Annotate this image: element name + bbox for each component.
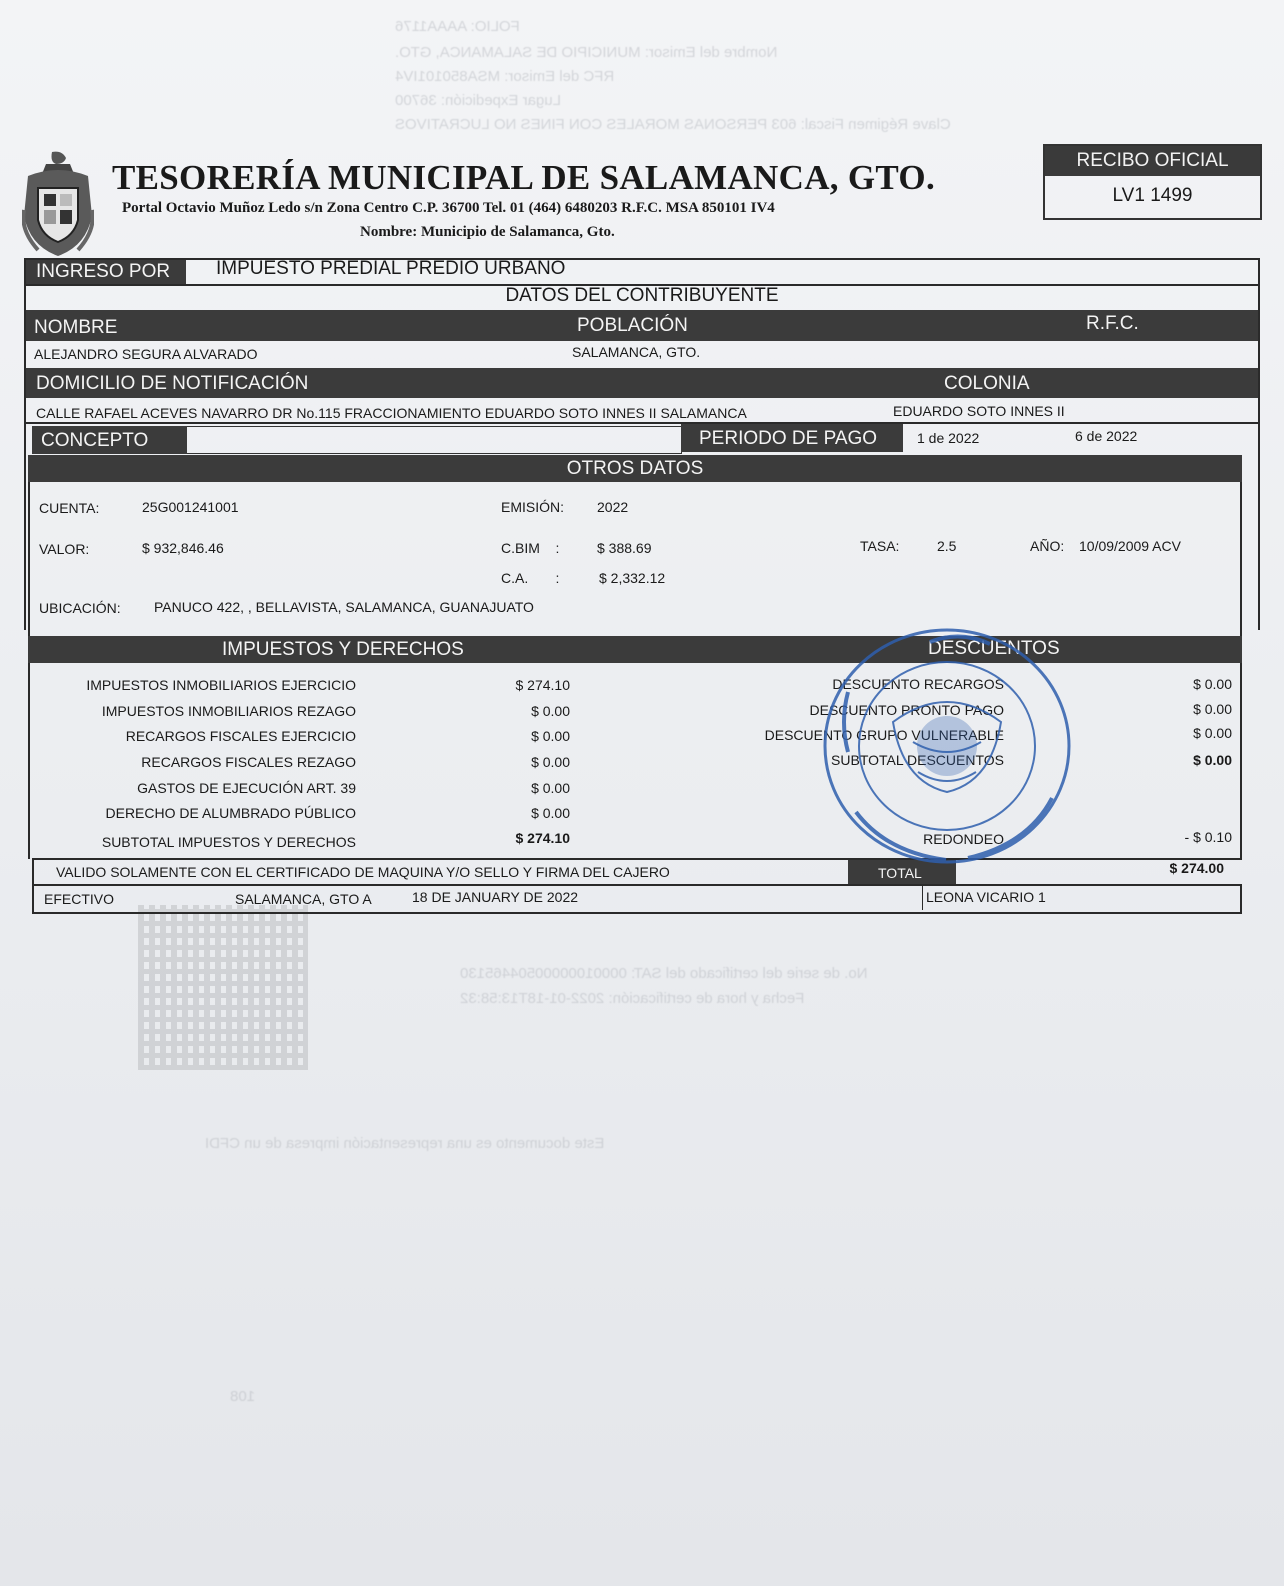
impuesto-label-5: DERECHO DE ALUMBRADO PÚBLICO xyxy=(105,805,356,821)
caja: LEONA VICARIO 1 xyxy=(926,889,1046,905)
impuesto-amount-5: $ 0.00 xyxy=(531,805,570,821)
impuesto-subtotal-amount: $ 274.10 xyxy=(515,830,570,846)
recibo-label: RECIBO OFICIAL xyxy=(1045,146,1260,176)
ca-label: C.A. : xyxy=(501,570,560,586)
recibo-number: LV1 1499 xyxy=(1112,185,1193,206)
colonia-value: EDUARDO SOTO INNES II xyxy=(893,403,1065,419)
impuestos-heading: IMPUESTOS Y DERECHOS xyxy=(222,639,464,660)
recibo-oficial-box xyxy=(1043,144,1262,220)
cbim-label: C.BIM : xyxy=(501,540,560,556)
issuer-name: Nombre: Municipio de Salamanca, Gto. xyxy=(360,224,615,240)
redondeo-label: REDONDEO xyxy=(923,831,1004,847)
rfc-label: R.F.C. xyxy=(1086,313,1139,334)
contribuyente-heading: DATOS DEL CONTRIBUYENTE xyxy=(505,285,779,306)
page-title: TESORERÍA MUNICIPAL DE SALAMANCA, GTO. xyxy=(112,158,935,197)
impuesto-label-4: GASTOS DE EJECUCIÓN ART. 39 xyxy=(137,780,356,796)
descuentos-heading: DESCUENTOS xyxy=(928,638,1060,659)
impuesto-amount-0: $ 274.10 xyxy=(515,677,570,693)
domicilio-value: CALLE RAFAEL ACEVES NAVARRO DR No.115 FRACCIONAMIENTO EDUARDO SOTO INNES II SALAMANCA xyxy=(36,405,747,421)
descuento-amount-1: $ 0.00 xyxy=(1193,701,1232,717)
impuesto-label-3: RECARGOS FISCALES REZAGO xyxy=(141,754,356,770)
contribuyente-poblacion: SALAMANCA, GTO. xyxy=(572,344,701,360)
impuesto-amount-2: $ 0.00 xyxy=(531,728,570,744)
ubicacion-label: UBICACIÓN: xyxy=(39,600,121,616)
emision-label: EMISIÓN: xyxy=(501,499,565,515)
impuesto-amount-4: $ 0.00 xyxy=(531,780,570,796)
anio-label: AÑO: xyxy=(1030,538,1065,554)
cbim-value: $ 388.69 xyxy=(597,540,652,556)
periodo-label: PERIODO DE PAGO xyxy=(699,428,878,449)
concepto-label: CONCEPTO xyxy=(41,430,149,451)
total-amount: $ 274.00 xyxy=(1169,860,1224,876)
colonia-label: COLONIA xyxy=(944,373,1030,394)
tasa-value: 2.5 xyxy=(937,538,957,554)
emision-value: 2022 xyxy=(597,499,629,515)
descuento-label-0: DESCUENTO RECARGOS xyxy=(832,676,1004,692)
tasa-label: TASA: xyxy=(860,538,900,554)
ubicacion-value: PANUCO 422, , BELLAVISTA, SALAMANCA, GUANAJUATO xyxy=(154,599,534,615)
ingreso-label: INGRESO POR xyxy=(36,261,171,282)
issuer-address: Portal Octavio Muñoz Ledo s/n Zona Centro C.P. 36700 Tel. 01 (464) 6480203 R.F.C. MSA 850101 IV4 xyxy=(122,200,775,216)
valor-label: VALOR: xyxy=(39,541,90,557)
redondeo-amount: - $ 0.10 xyxy=(1184,829,1232,845)
periodo-hasta: 6 de 2022 xyxy=(1075,428,1138,444)
otros-heading: OTROS DATOS xyxy=(28,455,1242,482)
descuento-amount-0: $ 0.00 xyxy=(1193,676,1232,692)
descuento-subtotal-label: SUBTOTAL DESCUENTOS xyxy=(831,752,1004,768)
ingreso-value: IMPUESTO PREDIAL PREDIO URBANO xyxy=(216,258,566,279)
impuesto-label-0: IMPUESTOS INMOBILIARIOS EJERCICIO xyxy=(86,677,356,693)
descuento-subtotal-amount: $ 0.00 xyxy=(1193,752,1232,768)
ca-value: $ 2,332.12 xyxy=(599,570,666,586)
impuesto-amount-1: $ 0.00 xyxy=(531,703,570,719)
anio-value: 10/09/2009 ACV xyxy=(1079,538,1181,554)
concepto-field xyxy=(187,426,682,454)
forma-pago: EFECTIVO xyxy=(44,891,115,907)
lugar: SALAMANCA, GTO A xyxy=(235,891,372,907)
cuenta-value: 25G001241001 xyxy=(142,499,239,515)
descuento-amount-2: $ 0.00 xyxy=(1193,725,1232,741)
valor-value: $ 932,846.46 xyxy=(142,540,224,556)
periodo-desde: 1 de 2022 xyxy=(917,430,980,446)
validez-notice: VALIDO SOLAMENTE CON EL CERTIFICADO DE MAQUINA Y/O SELLO Y FIRMA DEL CAJERO xyxy=(56,864,670,880)
footer-row xyxy=(32,884,1242,914)
domicilio-label: DOMICILIO DE NOTIFICACIÓN xyxy=(36,373,309,394)
fecha: 18 DE JANUARY DE 2022 xyxy=(412,889,579,905)
descuento-label-1: DESCUENTO PRONTO PAGO xyxy=(809,702,1004,718)
total-label: TOTAL xyxy=(878,865,922,881)
coat-of-arms-icon xyxy=(22,150,94,258)
cuenta-label: CUENTA: xyxy=(39,500,100,516)
descuento-label-2: DESCUENTO GRUPO VULNERABLE xyxy=(764,727,1004,743)
poblacion-label: POBLACIÓN xyxy=(577,315,688,336)
qr-code-show-through xyxy=(138,905,308,1070)
contribuyente-nombre: ALEJANDRO SEGURA ALVARADO xyxy=(34,346,258,362)
seal-stamp-icon xyxy=(818,622,1076,867)
impuesto-label-1: IMPUESTOS INMOBILIARIOS REZAGO xyxy=(101,703,356,719)
impuesto-amount-3: $ 0.00 xyxy=(531,754,570,770)
impuesto-subtotal-label: SUBTOTAL IMPUESTOS Y DERECHOS xyxy=(101,834,356,850)
nombre-label: NOMBRE xyxy=(34,317,118,338)
impuesto-label-2: RECARGOS FISCALES EJERCICIO xyxy=(125,728,356,744)
